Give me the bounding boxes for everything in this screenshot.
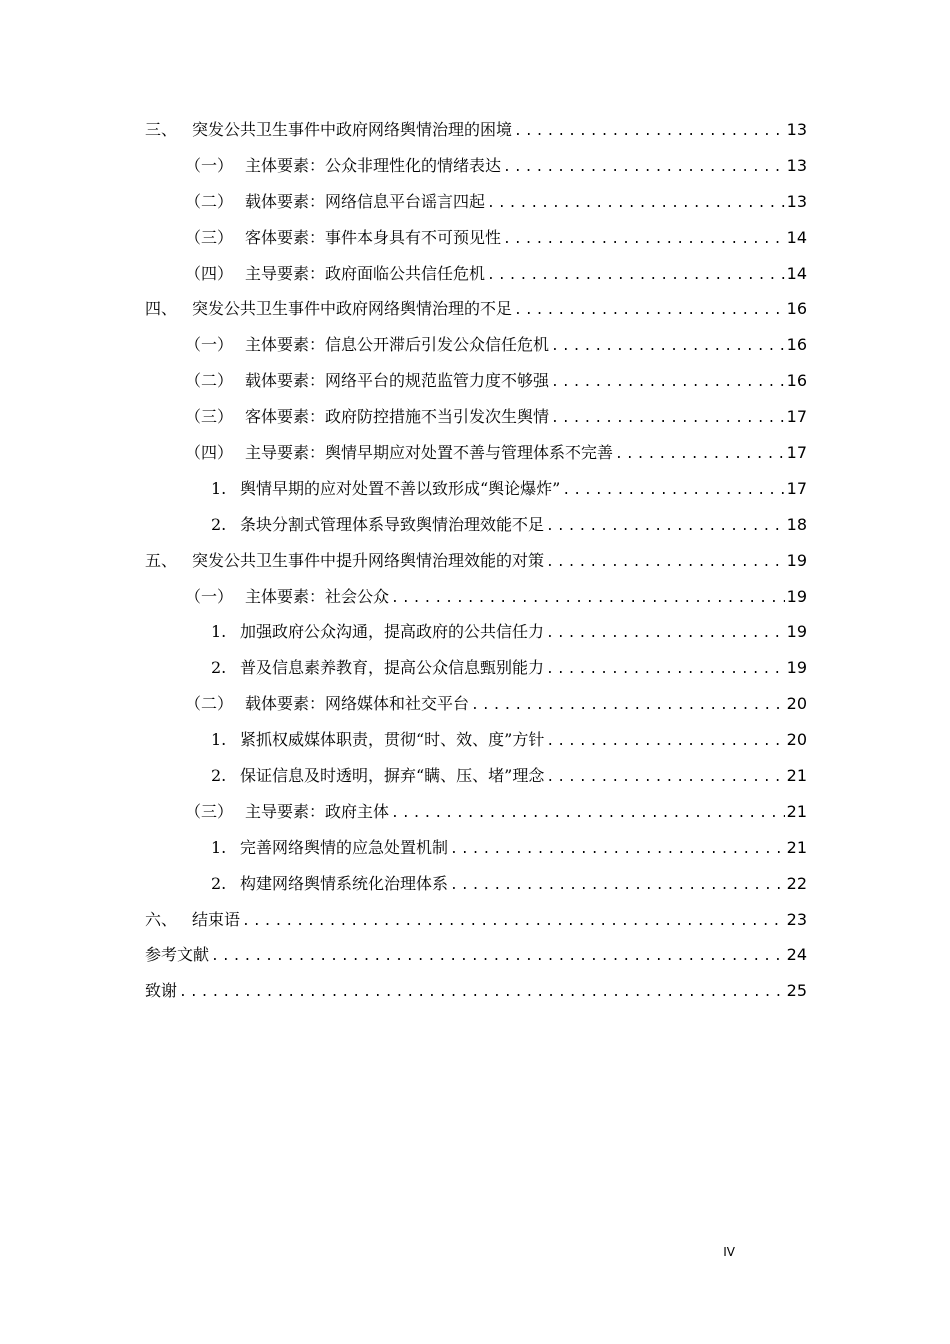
toc-entry[interactable]: [145, 543, 807, 579]
toc-entry-number: （一）: [185, 155, 234, 175]
toc-leader: [242, 904, 785, 940]
toc-entry-title: 条块分割式管理体系导致舆情治理效能不足: [240, 514, 545, 534]
toc-entry-number: 2.: [211, 514, 227, 534]
toc-entry[interactable]: [145, 830, 807, 866]
toc-entry-number: 1.: [211, 837, 227, 857]
toc-entry-title: 主导要素：政府面临公共信任危机: [245, 263, 486, 283]
toc-entry[interactable]: [145, 866, 807, 902]
toc-entry-title: 主体要素：信息公开滞后引发公众信任危机: [245, 335, 550, 355]
toc-entry-page: 16: [786, 371, 807, 391]
toc-entry-number: 四、: [145, 299, 178, 319]
toc-entry-number: （一）: [185, 586, 234, 606]
toc-entry[interactable]: [145, 507, 807, 543]
toc-leader: [487, 258, 785, 294]
toc-leader: [615, 437, 785, 473]
toc-entry[interactable]: [145, 758, 807, 794]
toc-entry[interactable]: [145, 291, 807, 327]
toc-leader: [551, 365, 785, 401]
toc-entry-number: （一）: [185, 335, 234, 355]
toc-entry-page: 14: [786, 263, 807, 283]
table-of-contents: [145, 112, 807, 1009]
toc-entry-page: 16: [786, 335, 807, 355]
toc-leader: [546, 616, 785, 652]
toc-entry-title: 突发公共卫生事件中政府网络舆情治理的不足: [192, 299, 513, 319]
toc-entry-number: 2.: [211, 766, 227, 786]
page-footer-number: IV: [723, 1245, 735, 1259]
toc-entry[interactable]: [145, 973, 807, 1009]
toc-entry-title: 主导要素：政府主体: [245, 801, 390, 821]
toc-entry[interactable]: [145, 722, 807, 758]
toc-entry-page: 24: [786, 945, 807, 965]
toc-entry-page: 13: [786, 155, 807, 175]
toc-leader: [514, 114, 785, 150]
toc-entry-number: 2.: [211, 658, 227, 678]
toc-entry[interactable]: [145, 220, 807, 256]
toc-entry[interactable]: [145, 435, 807, 471]
toc-leader: [546, 760, 784, 796]
toc-entry-number: 1.: [211, 622, 227, 642]
toc-entry-number: 1.: [211, 730, 227, 750]
toc-entry-title: 主导要素：舆情早期应对处置不善与管理体系不完善: [245, 443, 614, 463]
toc-entry-number: 五、: [145, 550, 178, 570]
toc-entry-number: （三）: [185, 407, 234, 427]
toc-leader: [546, 652, 785, 688]
toc-entry-page: 20: [786, 694, 807, 714]
toc-entry-page: 20: [786, 730, 807, 750]
toc-entry-title: 载体要素：网络平台的规范监管力度不够强: [245, 371, 550, 391]
toc-entry[interactable]: [145, 902, 807, 938]
toc-leader: [546, 545, 785, 581]
toc-entry-title: 主体要素：社会公众: [245, 586, 390, 606]
toc-leader: [487, 186, 785, 222]
toc-entry-title: 普及信息素养教育，提高公众信息甄别能力: [240, 658, 545, 678]
toc-entry-number: 六、: [145, 909, 178, 929]
toc-leader: [391, 796, 785, 832]
toc-entry[interactable]: [145, 363, 807, 399]
toc-entry-page: 21: [786, 766, 807, 786]
toc-entry-title: 参考文献: [145, 945, 210, 965]
toc-entry[interactable]: [145, 112, 807, 148]
toc-leader: [551, 329, 785, 365]
toc-entry-page: 23: [786, 909, 807, 929]
toc-leader: [179, 975, 785, 1011]
toc-entry[interactable]: [145, 937, 807, 973]
toc-entry-title: 致谢: [145, 981, 178, 1001]
toc-entry-title: 载体要素：网络媒体和社交平台: [245, 694, 470, 714]
toc-entry[interactable]: [145, 686, 807, 722]
toc-entry-number: （四）: [185, 443, 234, 463]
toc-leader: [503, 150, 785, 186]
toc-entry-title: 保证信息及时透明，摒弃“瞒、压、堵”理念: [240, 766, 545, 786]
toc-entry-title: 完善网络舆情的应急处置机制: [240, 837, 449, 857]
toc-leader: [211, 939, 785, 975]
toc-leader: [450, 832, 785, 868]
toc-entry-page: 19: [786, 622, 807, 642]
toc-entry-page: 14: [786, 227, 807, 247]
toc-leader: [450, 868, 785, 904]
toc-entry-title: 加强政府公众沟通，提高政府的公共信任力: [240, 622, 545, 642]
toc-entry-number: （三）: [185, 227, 234, 247]
toc-leader: [546, 724, 784, 760]
toc-leader: [551, 401, 785, 437]
toc-leader: [546, 509, 785, 545]
toc-entry-title: 突发公共卫生事件中政府网络舆情治理的困境: [192, 120, 513, 139]
toc-entry-page: 19: [786, 586, 807, 606]
toc-entry-page: 16: [786, 299, 807, 319]
toc-entry[interactable]: [145, 650, 807, 686]
toc-leader: [471, 688, 785, 724]
toc-entry-page: 19: [786, 658, 807, 678]
toc-entry-page: 17: [786, 407, 807, 427]
toc-leader: [562, 473, 784, 509]
toc-entry-page: 13: [786, 191, 807, 211]
toc-entry-title: 舆情早期的应对处置不善以致形成“舆论爆炸”: [240, 478, 561, 498]
toc-entry-page: 13: [786, 120, 807, 139]
toc-entry[interactable]: [145, 579, 807, 615]
toc-entry-page: 17: [786, 443, 807, 463]
toc-entry[interactable]: [145, 327, 807, 363]
toc-entry-title: 构建网络舆情系统化治理体系: [240, 873, 449, 893]
toc-entry-page: 19: [786, 550, 807, 570]
toc-entry-title: 载体要素：网络信息平台谣言四起: [245, 191, 486, 211]
toc-entry-number: 三、: [145, 120, 178, 139]
toc-entry-number: 2.: [211, 873, 227, 893]
toc-entry-title: 紧抓权威媒体职责，贯彻“时、效、度”方针: [240, 730, 545, 750]
toc-entry[interactable]: [145, 614, 807, 650]
toc-entry[interactable]: [145, 794, 807, 830]
toc-entry-title: 主体要素：公众非理性化的情绪表达: [245, 155, 502, 175]
toc-entry-title: 突发公共卫生事件中提升网络舆情治理效能的对策: [192, 550, 545, 570]
toc-entry-title: 客体要素：事件本身具有不可预见性: [245, 227, 502, 247]
toc-entry-page: 21: [786, 837, 807, 857]
toc-entry-page: 21: [786, 801, 807, 821]
toc-entry-number: 1.: [211, 478, 227, 498]
toc-entry-number: （二）: [185, 191, 234, 211]
toc-entry-page: 22: [786, 873, 807, 893]
toc-leader: [514, 293, 785, 329]
toc-entry-page: 25: [786, 981, 807, 1001]
toc-entry-page: 18: [786, 514, 807, 534]
toc-entry-title: 结束语: [192, 909, 241, 929]
toc-entry[interactable]: [145, 184, 807, 220]
toc-entry[interactable]: [145, 471, 807, 507]
toc-entry-number: （四）: [185, 263, 234, 283]
toc-entry[interactable]: [145, 399, 807, 435]
toc-entry-number: （二）: [185, 694, 234, 714]
toc-leader: [503, 222, 785, 258]
toc-leader: [391, 581, 785, 617]
toc-entry-number: （三）: [185, 801, 234, 821]
toc-entry-number: （二）: [185, 371, 234, 391]
toc-entry-page: 17: [786, 478, 807, 498]
toc-entry[interactable]: [145, 148, 807, 184]
toc-entry-title: 客体要素：政府防控措施不当引发次生舆情: [245, 407, 550, 427]
toc-entry[interactable]: [145, 256, 807, 292]
